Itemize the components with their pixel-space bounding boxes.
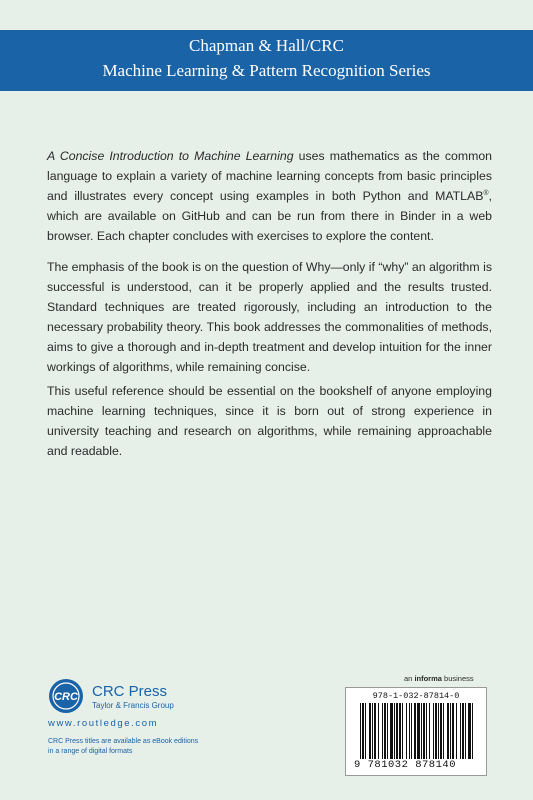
barcode-bar [429, 703, 430, 759]
barcode-bar [414, 703, 416, 759]
blurb-p1-text-a: uses mathematics as the common language to explain a variety of machine learning concepts from basic principles and illustrates every concept using examples in both Python and MATLAB [47, 149, 493, 203]
isbn-barcode [345, 687, 487, 776]
barcode-bar [387, 703, 388, 759]
barcode-bar [462, 703, 464, 759]
barcode-bar [374, 703, 376, 759]
barcode-bar [438, 703, 439, 759]
barcode-bar [472, 703, 473, 759]
registered-mark: ® [483, 189, 489, 197]
barcode-bar [465, 703, 466, 759]
barcode-bar [440, 703, 442, 759]
ebook-note-line-1: CRC Press titles are available as eBook editions [48, 738, 199, 745]
barcode-bar [443, 703, 444, 759]
barcode-bar [460, 703, 461, 759]
barcode-bars [360, 703, 474, 759]
barcode-bar [411, 703, 412, 759]
informa-prefix: an [404, 674, 415, 683]
barcode-bar [372, 703, 373, 759]
publisher-url[interactable]: www.routledge.com [48, 718, 159, 729]
crc-press-logo [48, 678, 84, 714]
barcode-bar [435, 703, 437, 759]
barcode-bar [399, 703, 401, 759]
barcode-bar [402, 703, 403, 759]
barcode-bar [450, 703, 451, 759]
blurb-paragraph-3: This useful reference should be essential on the bookshelf of anyone employing machine learning techniques, since it is born out of strong experience in university teaching and research on algorithms, while remaining approachable and readable. [47, 384, 492, 458]
barcode-bar [396, 703, 398, 759]
barcode-bar [447, 703, 449, 759]
barcode-bar [409, 703, 410, 759]
barcode-bar [394, 703, 395, 759]
barcode-digits: 9 781032 878140 [354, 759, 457, 771]
book-title: A Concise Introduction to Machine Learning [47, 149, 294, 163]
isbn-number: 978-1-032-87814-0 [372, 691, 460, 701]
barcode-bar [384, 703, 386, 759]
barcode-bar [365, 703, 366, 759]
barcode-bar [362, 703, 364, 759]
barcode-bar [456, 703, 457, 759]
blurb-p1-text-b: , which are available on GitHub and can be run from there in Binder in a web browser. Each chapter concludes with exercises to explore the content. [47, 189, 492, 243]
barcode-bar [378, 703, 379, 759]
barcode-bar [468, 703, 471, 759]
series-publisher: Chapman & Hall/CRC [189, 36, 344, 55]
publisher-group: Taylor & Francis Group [92, 701, 174, 710]
barcode-bar [421, 703, 422, 759]
barcode-bar [369, 703, 371, 759]
blurb-paragraph-2: The emphasis of the book is on the question of Why—only if “why” an algorithm is successful is understood, can it be properly applied and the results trusted. Standard techniques are treated rigorously, including an introduction to the necessary probability theory. This book addresses the commonalities of methods, aims to give a thorough and in-depth treatment and develop intuition for the inner workings of algorithms, while remaining concise. [47, 260, 492, 374]
barcode-bar [426, 703, 427, 759]
publisher-name: CRC Press [92, 683, 168, 700]
informa-suffix: business [441, 674, 474, 683]
barcode-bar [417, 703, 420, 759]
barcode-bar [452, 703, 454, 759]
ebook-note [48, 737, 198, 757]
barcode-bar [406, 703, 407, 759]
barcode-bar [360, 703, 361, 759]
barcode-bar [423, 703, 425, 759]
barcode-bar [433, 703, 434, 759]
blurb-paragraph-1 [47, 146, 492, 246]
informa-brand: informa [414, 674, 442, 683]
ebook-note-line-2: in a range of digital formats [48, 748, 133, 755]
series-banner [0, 30, 533, 91]
barcode-bar [382, 703, 383, 759]
informa-business-tag [404, 674, 474, 683]
series-title: Machine Learning & Pattern Recognition Series [102, 61, 431, 80]
barcode-bar [390, 703, 393, 759]
crc-logo-text: CRC [54, 691, 78, 703]
